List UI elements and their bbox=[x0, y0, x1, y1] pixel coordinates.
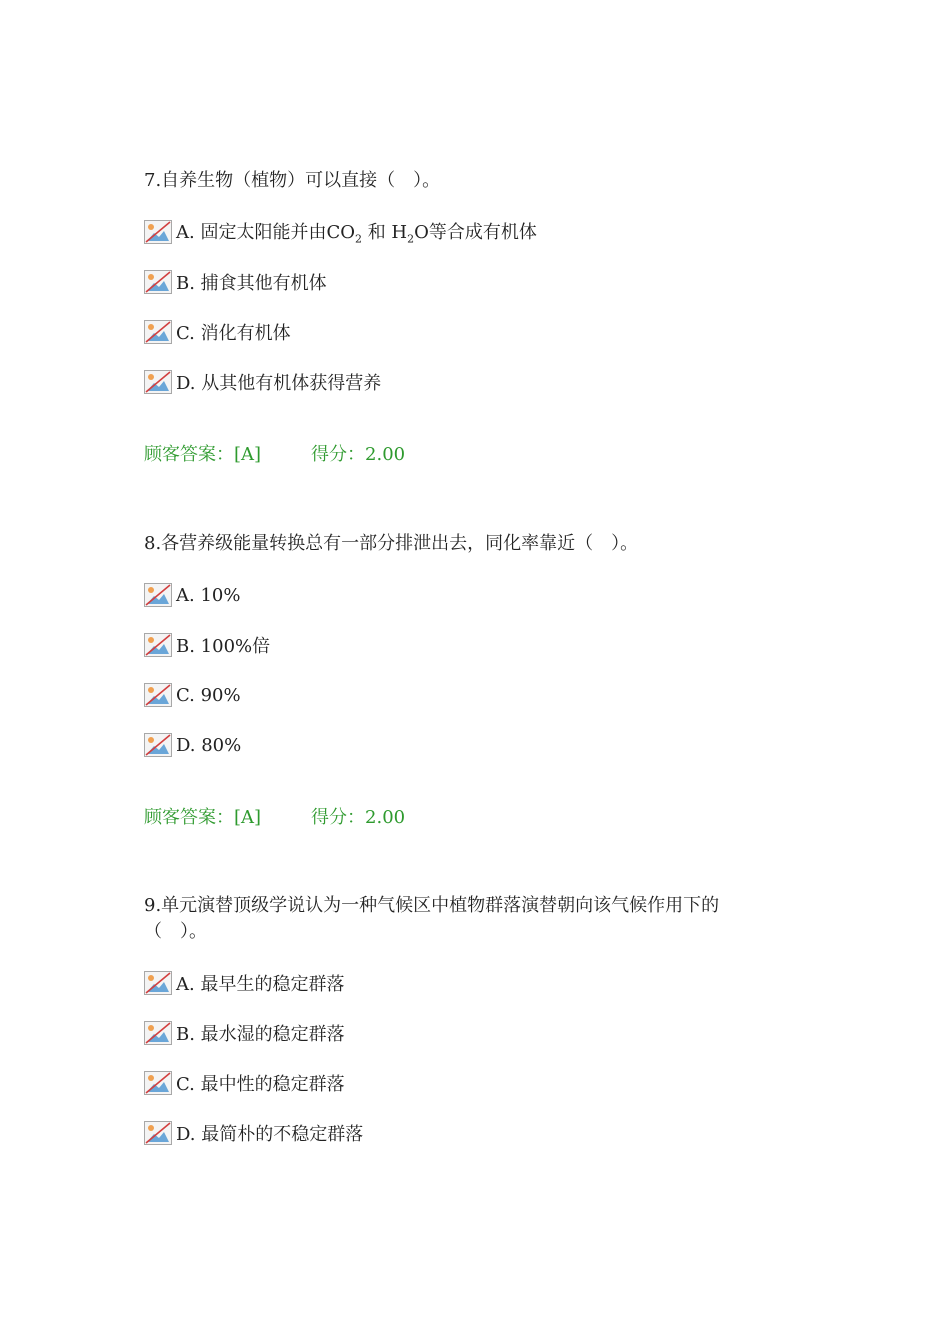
question-7-option-c[interactable] bbox=[144, 319, 291, 345]
question-7-result bbox=[144, 440, 405, 466]
broken-image-icon bbox=[144, 270, 172, 294]
score: 得分：2.00 bbox=[311, 444, 406, 465]
option-label: B. 最水湿的稳定群落 bbox=[176, 1024, 345, 1045]
customer-answer: 顾客答案：[A] bbox=[144, 444, 262, 465]
question-9-option-b[interactable] bbox=[144, 1020, 345, 1046]
option-label: A. 最早生的稳定群落 bbox=[176, 974, 345, 995]
option-label: A. 10% bbox=[176, 584, 241, 606]
question-8-option-d[interactable] bbox=[144, 732, 241, 758]
option-label: A. 固定太阳能并由$CO_2$ 和 $H_2O$等合成有机体 bbox=[176, 222, 537, 246]
broken-image-icon bbox=[144, 320, 172, 344]
question-7-option-a[interactable] bbox=[144, 219, 537, 245]
question-8-title: 8.各营养级能量转换总有一部分排泄出去，同化率靠近（ ）。 bbox=[144, 533, 639, 554]
question-7-title: 7.自养生物（植物）可以直接（ ）。 bbox=[144, 170, 441, 191]
option-label: D. 80% bbox=[176, 734, 242, 756]
question-8-option-a[interactable] bbox=[144, 582, 240, 608]
broken-image-icon bbox=[144, 733, 172, 757]
question-7-option-b[interactable] bbox=[144, 269, 327, 295]
option-label: C. 消化有机体 bbox=[176, 323, 291, 344]
broken-image-icon bbox=[144, 1021, 172, 1045]
broken-image-icon bbox=[144, 683, 172, 707]
broken-image-icon bbox=[144, 1121, 172, 1145]
question-7-option-d[interactable] bbox=[144, 369, 381, 395]
broken-image-icon bbox=[144, 1071, 172, 1095]
option-label: D. 从其他有机体获得营养 bbox=[176, 373, 382, 394]
question-9-title-line-2: （ ）。 bbox=[144, 921, 207, 942]
question-8-result bbox=[144, 803, 405, 829]
question-9-option-c[interactable] bbox=[144, 1070, 345, 1096]
question-9-title bbox=[144, 893, 784, 945]
option-label: C. 最中性的稳定群落 bbox=[176, 1074, 345, 1095]
question-8-option-b[interactable] bbox=[144, 632, 270, 658]
question-9-title-line-1: 9.单元演替顶级学说认为一种气候区中植物群落演替朝向该气候作用下的 bbox=[144, 895, 720, 916]
broken-image-icon bbox=[144, 220, 172, 244]
broken-image-icon bbox=[144, 370, 172, 394]
question-9-option-a[interactable] bbox=[144, 970, 344, 996]
question-8-option-c[interactable] bbox=[144, 682, 241, 708]
broken-image-icon bbox=[144, 971, 172, 995]
option-label: B. 捕食其他有机体 bbox=[176, 273, 327, 294]
broken-image-icon bbox=[144, 633, 172, 657]
option-label: D. 最简朴的不稳定群落 bbox=[176, 1124, 364, 1145]
option-label: B. 100%倍 bbox=[176, 636, 271, 657]
question-9-option-d[interactable] bbox=[144, 1120, 363, 1146]
option-label: C. 90% bbox=[176, 684, 241, 706]
score: 得分：2.00 bbox=[311, 807, 406, 828]
broken-image-icon bbox=[144, 583, 172, 607]
customer-answer: 顾客答案：[A] bbox=[144, 807, 262, 828]
